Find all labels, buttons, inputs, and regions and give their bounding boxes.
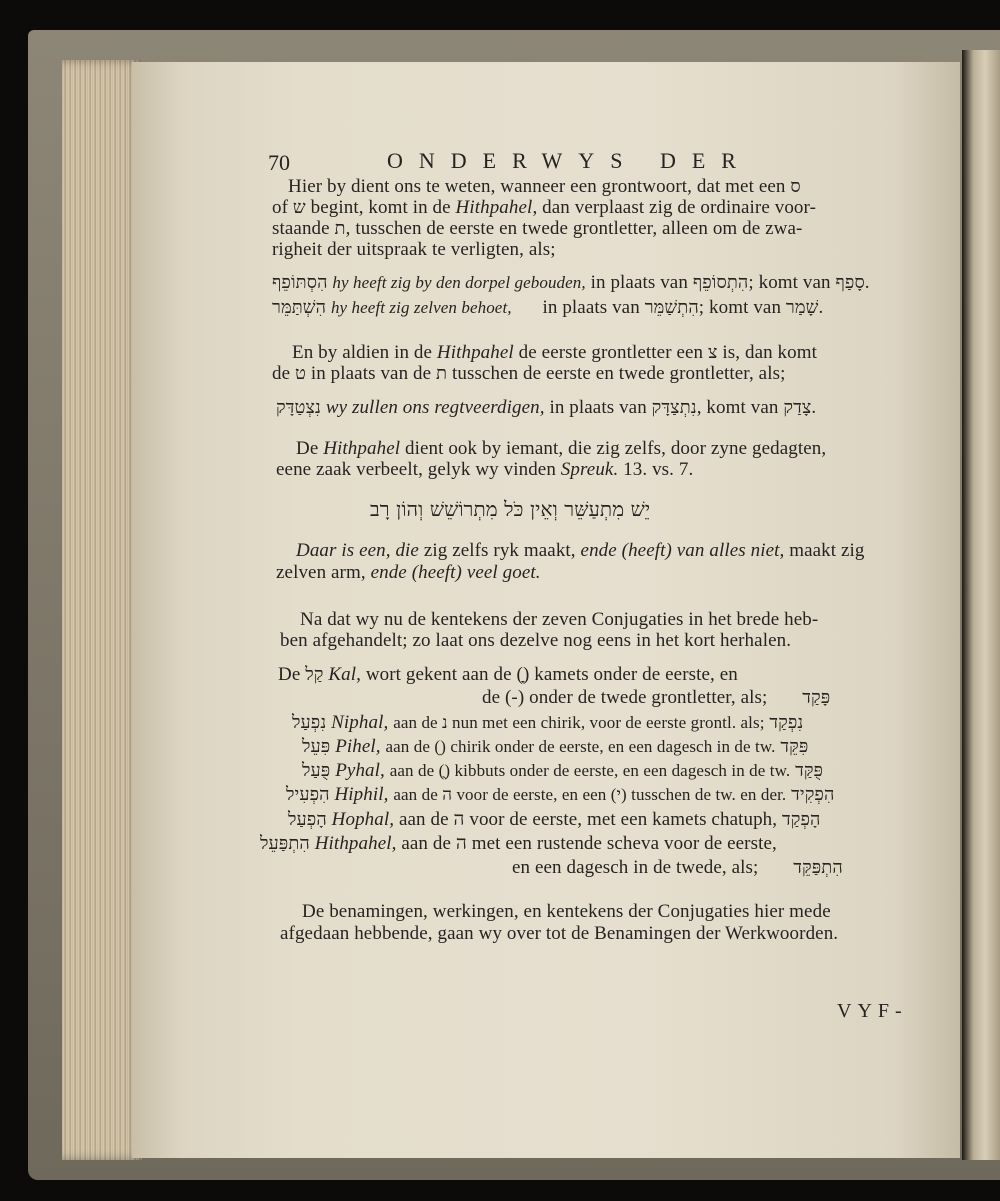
para1-line3: staande ת, tusschen de eerste en twede grontletter, alleen om de zwa- xyxy=(272,218,803,239)
translation-line2: zelven arm, ende (heeft) veel goet. xyxy=(276,562,541,583)
para1-line4: righeit der uitspraak te verligten, als; xyxy=(272,239,556,260)
para4-line1: Na dat wy nu de kentekens der zeven Conjugaties in het brede heb- xyxy=(300,609,819,630)
conjugation-row: פֻּעַל Pyhal, aan de (ֻ) kibbuts onder de eerste, en een dagesch in de tw. פֻּקַּד xyxy=(302,760,824,781)
page-number: 70 xyxy=(268,150,290,175)
conjugation-row-cont: de (-) onder de twede grontletter, als; פָּקַד xyxy=(482,687,831,708)
page-edges xyxy=(62,60,142,1160)
para1-line1: Hier by dient ons te weten, wanneer een grontwoort, dat met een ס xyxy=(288,176,801,197)
para1-line2: of ש begint, komt in de Hithpahel, dan verplaast zig de ordinaire voor- xyxy=(272,197,816,218)
conjugation-row: הָפְעַל Hophal, aan de ה voor de eerste, met een kamets chatuph, הָפְקַד xyxy=(288,809,821,830)
facing-page-edge xyxy=(962,50,1000,1160)
conjugation-row: פִּעֵל Pihel, aan de (ִ) chirik onder de eerste, en een dagesch in de tw. פִּקֵּד xyxy=(302,736,809,757)
proverb-hebrew: יֵשׁ מִתְעַשֵּׁר וְאֵין כֹּל מִתְרוֹשֵׁשׁ וְהוֹן רָב xyxy=(370,497,651,521)
translation-line1: Daar is een, die zig zelfs ryk maakt, ende (heeft) van alles niet, maakt zig xyxy=(296,540,865,561)
example-row: הִסְתּוֹפֵף hy heeft zig by den dorpel gebouden, in plaats van הִתְסוֹפֵף; komt van סָפַף. xyxy=(272,272,870,293)
conjugation-row: הִפְעִיל Hiphil, aan de ה voor de eerste, en een (י) tusschen de tw. en der. הִפְקִיד xyxy=(286,784,835,805)
book-page xyxy=(132,62,960,1158)
para2-line2: de ט in plaats van de ת tusschen de eerste en twede grontletter, als; xyxy=(272,363,786,384)
catchword: VYF- xyxy=(837,1000,908,1022)
conjugation-row: De קַל Kal, wort gekent aan de (ָ) kamets onder de eerste, en xyxy=(278,664,738,685)
para4-line2: ben afgehandelt; zo laat ons dezelve nog eens in het kort herhalen. xyxy=(280,630,792,651)
running-head: ONDERWYS DER xyxy=(387,148,752,173)
conjugation-row: הִתְפַּעֵל Hithpahel, aan de ה met een rustende scheva voor de eerste, xyxy=(260,833,777,854)
example-row: הִשְׁתַּמֵּר hy heeft zig zelven behoet, in plaats van הִתְשַׁמֵּר; komt van שָׁמַר. xyxy=(272,297,824,318)
para2-line1: En by aldien in de Hithpahel de eerste grontletter een צ is, dan komt xyxy=(292,342,818,363)
para5-line2: afgedaan hebbende, gaan wy over tot de Benamingen der Werkwoorden. xyxy=(280,923,839,944)
para3-line2: eene zaak verbeelt, gelyk wy vinden Spreuk. 13. vs. 7. xyxy=(276,459,694,480)
conjugation-row: נִפְעַל Niphal, aan de נ nun met een chirik, voor de eerste grontl. als; נִפְקַד xyxy=(292,712,804,733)
example-row: נִצְטַדָּק wy zullen ons regtveerdigen, in plaats van נִתְצַדָּק, komt van צָדַק. xyxy=(276,397,817,418)
para5-line1: De benamingen, werkingen, en kentekens der Conjugaties hier mede xyxy=(302,901,831,922)
conjugation-row-cont: en een dagesch in de twede, als; הִתְפַּקֵּד xyxy=(512,857,843,878)
para3-line1: De Hithpahel dient ook by iemant, die zig zelfs, door zyne gedagten, xyxy=(296,438,827,459)
